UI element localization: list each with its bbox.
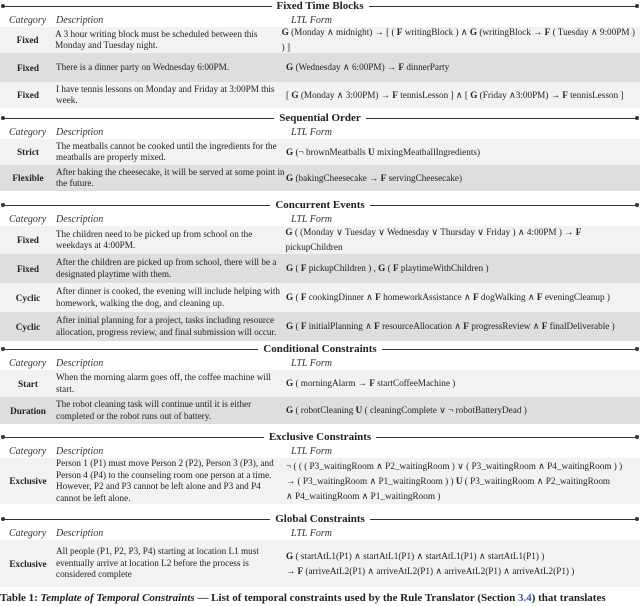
- header-description: Description: [56, 213, 104, 225]
- row-ltl-formula: G ( startAtL1(P1) ∧ startAtL1(P1) ∧ startAtL1(P1) ∧ startAtL1(P1) ) → F (arriveAtL2(P1) ∧ arriveAtL2(P1) ∧ arriveAtL2(P1) ∧ arriveAtL2(P1) ): [286, 550, 575, 576]
- table-row: [0, 139, 640, 165]
- header-description: Description: [56, 126, 104, 138]
- header-description: Description: [56, 357, 104, 369]
- header-category: Category: [9, 527, 47, 539]
- header-ltl: LTL Form: [291, 14, 333, 26]
- row-ltl-formula: G ( F initialPlanning ∧ F resourceAllocation ∧ F progressReview ∧ F finalDeliverable ): [286, 321, 615, 331]
- section-title: Conditional Constraints: [258, 343, 381, 355]
- section-title-rule: [0, 0, 640, 13]
- row-category: Strict: [17, 147, 39, 157]
- divider-dot: [1, 517, 5, 521]
- row-ltl-formula: [ G (Monday ∧ 3:00PM) → F tennisLesson ] ∧ [ G (Friday ∧3:00PM) → F tennisLesson ]: [286, 89, 624, 100]
- row-ltl-formula: G ( morningAlarm → F startCoffeeMachine ): [286, 378, 456, 388]
- table-row: [0, 370, 640, 397]
- row-ltl-formula: G (bakingCheesecake → F servingCheesecake): [286, 172, 463, 183]
- caption-text-end: ) that translates: [531, 592, 606, 604]
- divider-dot: [1, 203, 5, 207]
- header-category: Category: [9, 126, 47, 138]
- row-category: Exclusive: [9, 476, 47, 486]
- section-title-rule: [0, 431, 640, 444]
- row-description: The robot cleaning task will continue until it is either completed or the robot runs out of battery.: [56, 399, 252, 421]
- row-description: When the morning alarm goes off, the coffee machine will start.: [56, 372, 271, 394]
- row-description: A 3 hour writing block must be scheduled between this Monday and Tuesday night.: [55, 28, 258, 50]
- row-ltl-formula: G (Wednesday ∧ 6:00PM) → F dinnerParty: [286, 62, 450, 72]
- row-description: After baking the cheesecake, it will be served at some point in the future.: [56, 166, 285, 188]
- column-headers: [0, 526, 640, 540]
- table-row: [0, 226, 640, 254]
- divider-dot: [635, 347, 639, 351]
- header-category: Category: [9, 357, 47, 369]
- section-fixed-time-blocks: [0, 0, 640, 108]
- row-category: Fixed: [17, 90, 39, 100]
- row-description: After dinner is cooked, the evening will include helping with homework, walking the dog, and cleaning up.: [56, 286, 281, 308]
- header-ltl: LTL Form: [291, 213, 333, 225]
- row-category: Cyclic: [15, 321, 41, 332]
- divider-dot: [1, 347, 5, 351]
- table-row: [0, 312, 640, 341]
- row-description: After initial planning for a project, tasks including resource allocation, progress review, and final submission will occur.: [56, 315, 277, 337]
- caption-title: Template of Temporal Constraints: [40, 592, 195, 604]
- row-description: I have tennis lessons on Monday and Friday at 3:00PM this week.: [56, 83, 275, 105]
- section-sequential-order: [0, 112, 640, 191]
- table-row: [0, 27, 640, 53]
- row-ltl-formula: G (¬ brownMeatballs U mixingMeatballIngredients): [286, 146, 481, 157]
- section-global-constraints: [0, 513, 640, 587]
- row-category: Fixed: [17, 263, 39, 274]
- caption-label: Table 1:: [0, 592, 38, 604]
- row-description: All people (P1, P2, P3, P4) starting at location L1 must eventually arrive at location L2 before the process is considered complete: [56, 546, 259, 580]
- section-concurrent-events: [0, 199, 640, 341]
- divider-dot: [1, 116, 5, 120]
- divider-dot: [635, 116, 639, 120]
- divider-dot: [635, 203, 639, 207]
- section-exclusive-constraints: [0, 431, 640, 504]
- row-category: Exclusive: [9, 558, 47, 569]
- table-row: [0, 165, 640, 191]
- table-row: [0, 540, 640, 587]
- table-row: [0, 397, 640, 424]
- row-category: Flexible: [12, 173, 44, 183]
- caption-text: — List of temporal constraints used by the Rule Translator (Section: [194, 592, 518, 604]
- header-category: Category: [9, 445, 47, 457]
- column-headers: [0, 356, 640, 370]
- row-ltl-formula: G ( robotCleaning U ( cleaningComplete ∨ ¬ robotBatteryDead ): [286, 405, 527, 415]
- section-title-rule: [0, 112, 640, 125]
- header-category: Category: [9, 213, 47, 225]
- header-description: Description: [56, 527, 104, 539]
- divider-dot: [635, 4, 639, 8]
- row-ltl-formula: G ( (Monday ∨ Tuesday ∨ Wednesday ∨ Thursday ∨ Friday ) ∧ 4:00PM ) → F pickupChildren: [285, 227, 582, 252]
- row-description: There is a dinner party on Wednesday 6:00PM.: [56, 61, 230, 72]
- row-description: Person 1 (P1) must move Person 2 (P2), Person 3 (P3), and Person 4 (P4) to the counseling room one person at a time. However, P2 and P3 cannot be left alone and P3 and P4 cannot be left alone.: [56, 458, 274, 503]
- header-description: Description: [56, 445, 104, 457]
- row-ltl-formula: G (Monday ∧ midnight) → [ ( F writingBlock ) ∧ G (writingBlock → F ( Tuesday ∧ 9:00PM ) ) ]: [281, 27, 635, 52]
- section-reference-link[interactable]: 3.4: [517, 592, 532, 604]
- row-category: Cyclic: [15, 292, 41, 303]
- table-row: [0, 254, 640, 283]
- row-category: Start: [18, 378, 38, 389]
- row-ltl-formula: G ( F pickupChildren ) , G ( F playtimeWithChildren ): [286, 263, 489, 273]
- row-category: Fixed: [16, 35, 39, 45]
- section-title: Exclusive Constraints: [264, 431, 376, 443]
- header-ltl: LTL Form: [291, 527, 333, 539]
- row-ltl-formula: G ( F cookingDinner ∧ F homeworkAssistance ∧ F dogWalking ∧ F eveningCleanup ): [286, 292, 610, 302]
- divider-dot: [1, 4, 5, 8]
- row-description: The meatballs cannot be cooked until the ingredients for the meatballs are properly mixed.: [56, 140, 277, 162]
- header-ltl: LTL Form: [291, 357, 333, 369]
- table-row: [0, 82, 640, 108]
- table-row: [0, 283, 640, 312]
- section-title: Fixed Time Blocks: [272, 0, 369, 12]
- divider-dot: [1, 435, 5, 439]
- row-ltl-formula: ¬ ( ( ( P3_waitingRoom ∧ P2_waitingRoom ) ∨ ( P3_waitingRoom ∧ P4_waitingRoom ) ) → ( P3_waitingRoom ∧ P1_waitingRoom ) ) U ( P3_waitingRoom ∧ P2_waitingRoom ∧ P4_waitingRoom ∧ P1_waitingRoom ): [286, 460, 623, 501]
- section-title: Sequential Order: [274, 112, 366, 124]
- section-title-rule: [0, 343, 640, 356]
- row-category: Duration: [10, 405, 46, 416]
- row-description: The children need to be picked up from school on the weekdays at 4:00PM.: [55, 228, 253, 250]
- header-ltl: LTL Form: [291, 126, 333, 138]
- section-title-rule: [0, 199, 640, 212]
- divider-dot: [635, 435, 639, 439]
- row-category: Fixed: [17, 62, 39, 73]
- row-category: Fixed: [16, 235, 39, 245]
- section-title: Concurrent Events: [270, 199, 369, 211]
- header-ltl: LTL Form: [291, 445, 333, 457]
- header-category: Category: [9, 14, 47, 26]
- row-description: After the children are picked up from school, there will be a designated playtime with them.: [56, 257, 277, 279]
- divider-dot: [635, 517, 639, 521]
- table-caption: [0, 592, 606, 604]
- header-description: Description: [56, 14, 104, 26]
- section-title: Global Constraints: [270, 513, 370, 525]
- table-row: [0, 458, 640, 504]
- section-conditional-constraints: [0, 343, 640, 424]
- section-title-rule: [0, 513, 640, 526]
